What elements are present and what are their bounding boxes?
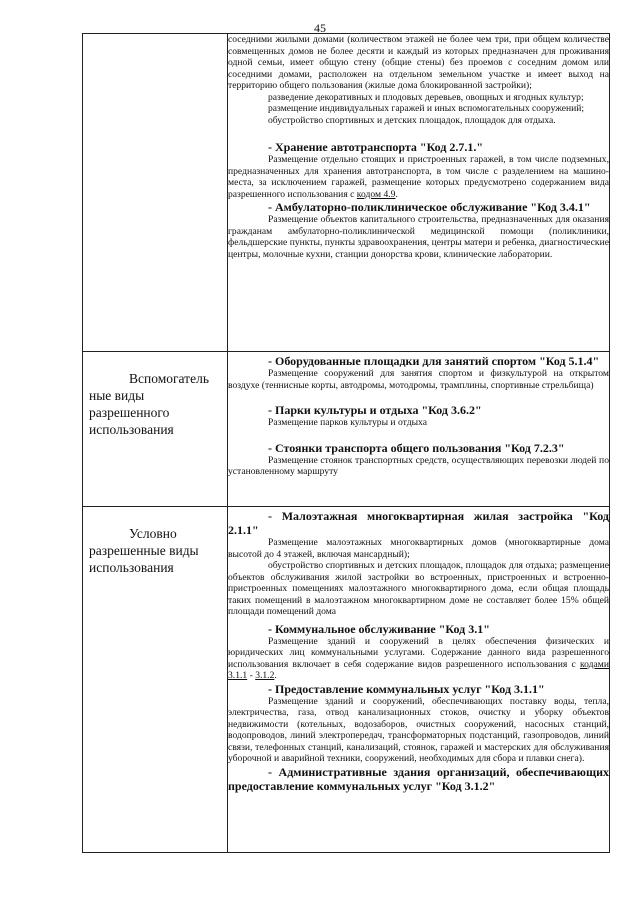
section-text-parks: Размещение парков культуры и отдыха <box>268 417 427 428</box>
section-heading-parks: - Парки культуры и отдыха "Код 3.6.2" <box>268 403 482 417</box>
section-text-communal: Размещение зданий и сооружений в целях обеспечения физических и юридических лиц коммунальными услугами. Содержание данного вида разрешенного использования включает в себя содержание видов разрешенного использования с кодами 3.1.1 - 3.1.2. <box>228 635 609 681</box>
table-row-conditional <box>83 507 610 853</box>
table-row-main <box>83 34 610 352</box>
section-text-lowrise-1: Размещение малоэтажных многоквартирных домов (многоквартирные дома высотой до 4 этажей, включая мансардный); <box>228 537 609 560</box>
row-content-conditional <box>228 507 610 853</box>
row-label-auxiliary: Вспомогатель ные виды разрешенного использования <box>89 371 209 437</box>
row-label-main-empty <box>83 34 228 352</box>
section-heading-utility: - Предоставление коммунальных услуг "Код 3.1.1" <box>268 681 545 696</box>
paragraph: соседними жилыми домами (количеством этажей не более чем три, при общем количестве совмещенных домов не более десяти и каждый из которых предназначен для проживания одной семьи, имеет общую стену (общие стены) без проемов с соседним домом или соседними домами, расположен на отдельном земельном участке и имеет выход на территорию общего пользования (жилые дома блокированной застройки); <box>228 34 609 91</box>
row-content-main <box>228 34 610 352</box>
section-text-parking: Размещение стоянок транспортных средств, осуществляющих перевозки людей по установленному маршруту <box>228 454 609 477</box>
section-heading-admin: - Административные здания организаций, обеспечивающих предоставление коммунальных услуг "Код 3.1.2" <box>228 764 609 793</box>
table-row-auxiliary <box>83 352 610 507</box>
section-text-storage: Размещение отдельно стоящих и пристроенных гаражей, в том числе подземных, предназначенных для хранения автотранспорта, в том числе с разделением на машино-места, за исключением гаражей, размещение которых предусмотрено содержанием вида разрешенного использования с кодом 4.9. <box>228 154 609 200</box>
row-label-auxiliary-cell <box>83 352 228 507</box>
section-heading-parking: - Стоянки транспорта общего пользования "Код 7.2.3" <box>268 440 565 455</box>
row-label-conditional: Условно разрешенные виды использования <box>89 526 199 575</box>
paragraph: обустройство спортивных и детских площадок, площадок для отдыха. <box>268 114 556 126</box>
section-heading-communal: - Коммунальное обслуживание "Код 3.1" <box>268 621 490 636</box>
paragraph: разведение декоративных и плодовых деревьев, овощных и ягодных культур; <box>268 91 584 103</box>
section-heading-clinic: - Амбулаторно-поликлиническое обслуживание "Код 3.4.1" <box>268 200 591 214</box>
row-content-auxiliary <box>228 352 610 507</box>
section-text-sport: Размещение сооружений для занятия спортом и физкультурой на открытом воздухе (теннисные корты, автодромы, мотодромы, трамплины, спортивные стрельбища) <box>228 368 609 391</box>
code-link[interactable]: 3.1.2 <box>255 670 275 681</box>
page-number: 45 <box>314 21 326 35</box>
section-heading-storage: - Хранение автотранспорта "Код 2.7.1." <box>268 140 484 154</box>
section-heading-lowrise: - Малоэтажная многоквартирная жилая застройка "Код 2.1.1" <box>228 509 609 537</box>
section-text-lowrise-2: обустройство спортивных и детских площадок, площадок для отдыха; размещение объектов обслуживания жилой застройки во встроенных, пристроенных и встроенно-пристроенных помещениях малоэтажного многоквартирного дома, если общая площадь таких помещений в малоэтажном многоквартирном доме не составляет более 15% общей площади помещений дома <box>228 560 609 617</box>
row-label-conditional-cell <box>83 507 228 853</box>
section-text-utility: Размещение зданий и сооружений, обеспечивающих поставку воды, тепла, электричества, газа, отвод канализационных стоков, очистку и уборку объектов недвижимости (котельных, водозаборов, очистных сооружений, насосных станций, водопроводов, линий электропередач, трансформаторных подстанций, газопроводов, линий связи, телефонных станций, канализаций, стоянок, гаражей и мастерских для обслуживания уборочной и аварийной техники, сооружений, необходимых для сбора и плавки снега). <box>228 695 609 764</box>
zoning-table <box>82 33 610 853</box>
section-text-clinic: Размещение объектов капитального строительства, предназначенных для оказания гражданам амбулаторно-поликлинической медицинской помощи (поликлиники, фельдшерские пункты, пункты здравоохранения, центры матери и ребенка, диагностические центры, молочные кухни, станции донорства крови, клинические лаборатории. <box>228 214 609 260</box>
paragraph: размещение индивидуальных гаражей и иных вспомогательных сооружений; <box>268 103 585 114</box>
section-heading-sport: - Оборудованные площадки для занятий спортом "Код 5.1.4" <box>268 354 600 368</box>
code-link[interactable]: кодом 4.9 <box>356 188 396 200</box>
code-link[interactable]: кодами 3.1.1 <box>228 658 609 681</box>
